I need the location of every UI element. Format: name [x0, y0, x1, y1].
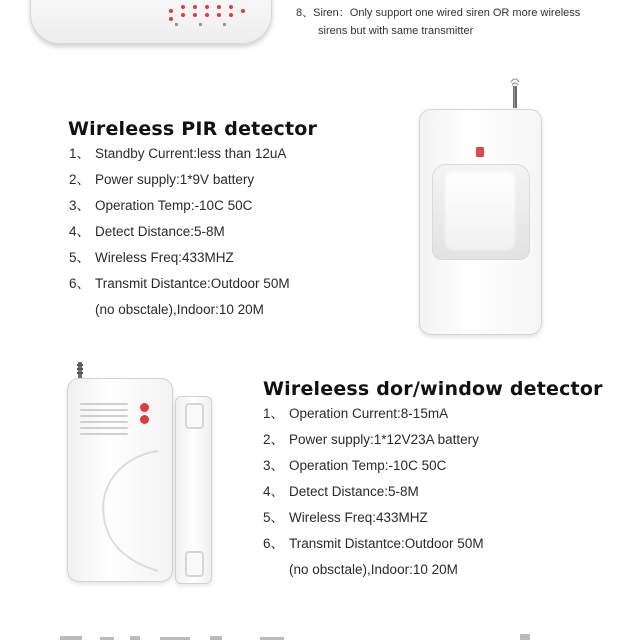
door-magnet-image: [175, 396, 212, 584]
panel-led: [169, 9, 173, 13]
door-spec-item: 1、 Operation Current:8-15mA: [263, 406, 449, 421]
door-spec-item: 5、 Wireless Freq:433MHZ: [263, 510, 428, 525]
pir-lens: [444, 171, 516, 251]
pir-spec-item: 6、 Transmit Distantce:Outdoor 50M: [69, 276, 290, 291]
pir-spec-item: 5、 Wireless Freq:433MHZ: [69, 250, 234, 265]
door-title: Wireleess dor/window detector: [263, 378, 603, 400]
siren-line-1: 8、Siren：Only support one wired siren OR more wireless: [296, 7, 581, 19]
pir-title: Wireleess PIR detector: [68, 118, 318, 140]
panel-led: [169, 17, 173, 21]
panel-led: [205, 5, 209, 9]
pir-spec-continuation: (no obsctale),Indoor:10 20M: [95, 302, 264, 317]
door-spec-item: 3、 Operation Temp:-10C 50C: [263, 458, 447, 473]
magnet-slot: [185, 403, 204, 429]
vent-slot: [80, 403, 128, 405]
vent-slot: [80, 409, 128, 411]
door-led: [140, 403, 149, 412]
vent-slot: [80, 427, 128, 429]
door-spec-item: 4、 Detect Distance:5-8M: [263, 484, 419, 499]
panel-led: [241, 9, 245, 13]
panel-led: [181, 5, 185, 9]
door-spec-list: [263, 401, 484, 583]
door-spec-item: 2、 Power supply:1*12V23A battery: [263, 432, 479, 447]
panel-led: [229, 13, 233, 17]
siren-spec: [296, 4, 626, 40]
magnet-slot: [185, 551, 204, 577]
pir-spec-item: 3、 Operation Temp:-10C 50C: [69, 198, 253, 213]
pir-spec-item: 1、 Standby Current:less than 12uA: [69, 146, 287, 161]
siren-line-2: sirens but with same transmitter: [318, 25, 474, 37]
panel-led: [181, 13, 185, 17]
panel-label-dot: [223, 23, 226, 26]
cutoff-heading-fragment: [60, 630, 540, 640]
pir-spec-list: [69, 141, 290, 323]
antenna-icon: [509, 76, 521, 108]
pir-led: [476, 147, 484, 157]
door-spec-continuation: (no obsctale),Indoor:10 20M: [289, 562, 458, 577]
panel-label-dot: [175, 23, 178, 26]
panel-led: [229, 5, 233, 9]
pir-spec-item: 4、 Detect Distance:5-8M: [69, 224, 225, 239]
panel-led: [217, 13, 221, 17]
door-spec-item: 6、 Transmit Distantce:Outdoor 50M: [263, 536, 484, 551]
alarm-panel-image: [30, 0, 272, 44]
door-led: [140, 415, 149, 424]
vent-slot: [80, 421, 128, 423]
vent-slot: [80, 415, 128, 417]
vent-slot: [80, 433, 128, 435]
panel-led: [193, 5, 197, 9]
panel-label-dot: [199, 23, 202, 26]
door-sensor-image: [67, 378, 173, 582]
panel-led: [193, 13, 197, 17]
panel-led: [217, 5, 221, 9]
panel-led: [205, 13, 209, 17]
pir-spec-item: 2、 Power supply:1*9V battery: [69, 172, 255, 187]
door-sensor-curve: [76, 447, 166, 575]
